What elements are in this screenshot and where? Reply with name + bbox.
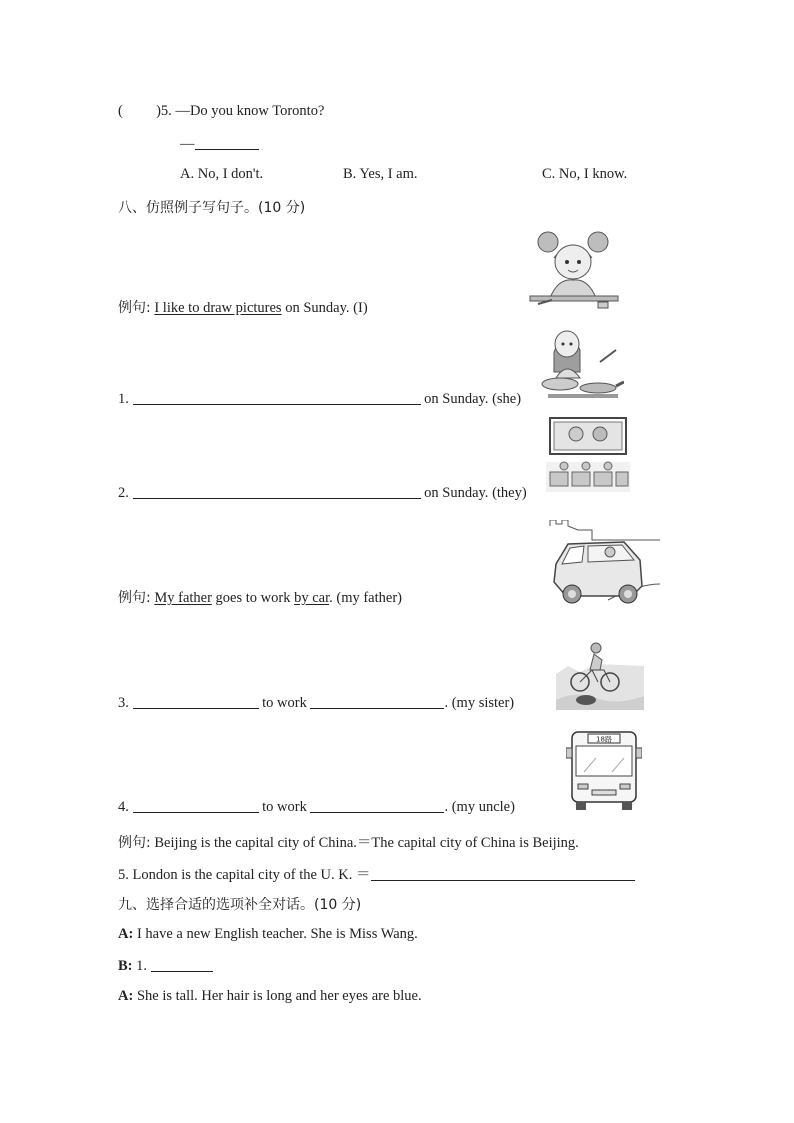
q5-option-b[interactable]: B. Yes, I am. — [343, 166, 418, 182]
dialogue-blank-1[interactable] — [151, 957, 213, 972]
item3-blank-subject[interactable] — [133, 694, 259, 709]
example3-text: Beijing is the capital city of China.＝The capital city of China is Beijing. — [154, 835, 579, 851]
item4-hint: (my uncle) — [451, 799, 515, 815]
example2-underlined-subject: My father — [154, 590, 212, 606]
item1-blank[interactable] — [133, 390, 421, 405]
item3-middle: to work — [262, 695, 307, 711]
example2-line — [118, 587, 402, 607]
item3-end: . — [444, 695, 449, 711]
bus-sign-text: 18路 — [596, 735, 612, 744]
item4-number: 4. — [118, 799, 129, 815]
item1-rest: on Sunday. — [424, 391, 489, 407]
item4-blank-subject[interactable] — [133, 798, 259, 813]
example3-line — [118, 831, 579, 852]
q5-answer-dash: — — [180, 136, 195, 152]
item4-end: . — [444, 799, 449, 815]
item3-blank-transport[interactable] — [310, 694, 444, 709]
dialogue-speaker: A: — [118, 926, 134, 942]
item2-hint: (they) — [492, 485, 527, 501]
item3-hint: (my sister) — [451, 695, 515, 711]
item2-number: 2. — [118, 485, 129, 501]
item2-blank[interactable] — [133, 484, 421, 499]
q5-answer-blank[interactable] — [195, 135, 259, 150]
item5-line — [118, 863, 635, 884]
q5-answer-line — [180, 135, 259, 153]
example2-end: . — [329, 590, 333, 606]
example1-hint: (I) — [353, 300, 368, 316]
bus-picture — [566, 728, 642, 812]
item1-number: 1. — [118, 391, 129, 407]
item5-blank[interactable] — [371, 866, 635, 881]
item4-middle: to work — [262, 799, 307, 815]
dialogue-line-3 — [118, 988, 422, 1005]
dialogue-text: She is tall. Her hair is long and her eyes are blue. — [136, 988, 422, 1004]
example1-underlined: I like to draw pictures — [154, 300, 282, 316]
example2-underlined-transport: by car — [294, 590, 330, 606]
item2-rest: on Sunday. — [424, 485, 489, 501]
q5-option-c[interactable]: C. No, I know. — [542, 166, 628, 182]
dialogue-line-1 — [118, 926, 418, 943]
q5-number: )5. — [156, 103, 172, 119]
example1-line — [118, 297, 368, 317]
item1-line — [118, 390, 521, 408]
q5-question: —Do you know Toronto? — [175, 103, 325, 119]
item4-line — [118, 798, 515, 816]
item4-blank-transport[interactable] — [310, 798, 444, 813]
example3-label: 例句: — [118, 835, 151, 851]
example2-label: 例句: — [118, 590, 151, 606]
item5-text: 5. London is the capital city of the U. K. ＝ — [118, 867, 371, 883]
bike-picture — [556, 640, 644, 710]
example2-middle: goes to work — [215, 590, 291, 606]
item3-number: 3. — [118, 695, 129, 711]
car-picture — [548, 520, 660, 606]
example2-hint: (my father) — [336, 590, 402, 606]
girl-drawing-picture — [528, 228, 620, 312]
q5-paren-open: ( — [118, 103, 123, 119]
item1-hint: (she) — [492, 391, 522, 407]
dialogue-speaker: A: — [118, 988, 134, 1004]
dialogue-line-2 — [118, 957, 213, 975]
example1-label: 例句: — [118, 300, 151, 316]
dialogue-text: I have a new English teacher. She is Miss Wang. — [136, 926, 418, 942]
example1-rest: on Sunday. — [285, 300, 350, 316]
section8-heading: 八、仿照例子写句子。(10 分) — [118, 200, 306, 216]
item3-line — [118, 694, 514, 712]
q5-line — [118, 103, 324, 120]
cinema-picture — [546, 416, 630, 500]
girl-cooking-picture — [540, 322, 624, 406]
section9-heading: 九、选择合适的选项补全对话。(10 分) — [118, 897, 362, 913]
item2-line — [118, 484, 527, 502]
dialogue-text: 1. — [136, 958, 147, 974]
q5-option-a[interactable]: A. No, I don't. — [180, 166, 264, 182]
dialogue-speaker: B: — [118, 958, 133, 974]
